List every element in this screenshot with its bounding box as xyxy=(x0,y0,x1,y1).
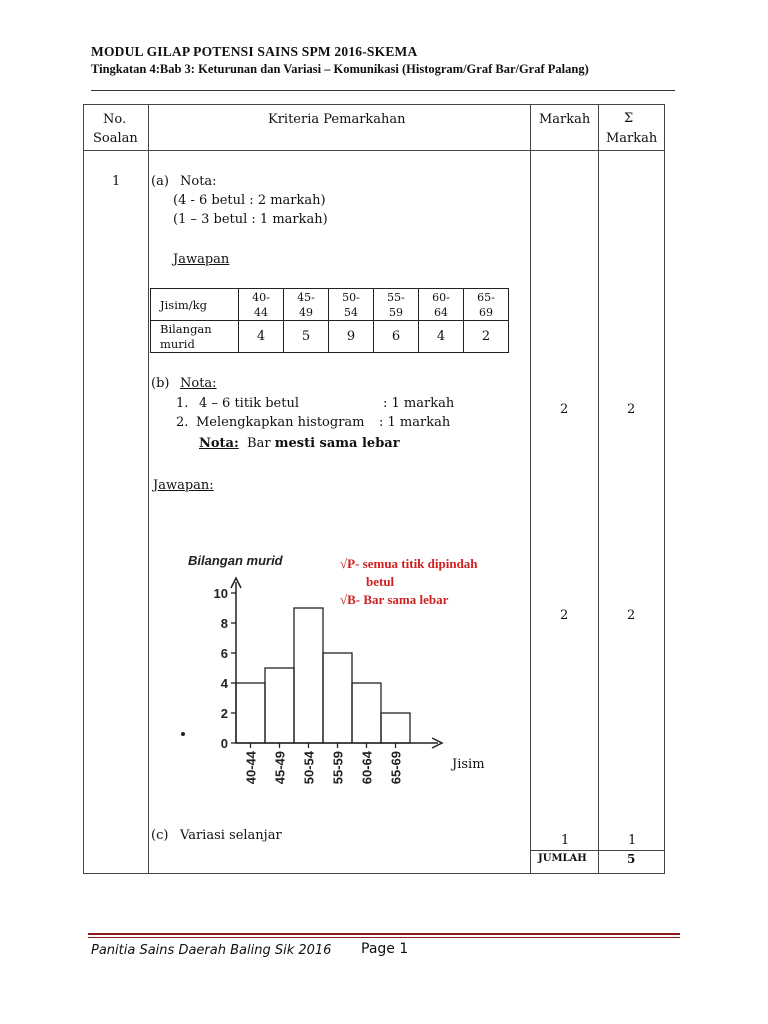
col-header-soalan: Soalan xyxy=(93,131,138,146)
stray-dot xyxy=(181,732,185,736)
total-c: 1 xyxy=(628,833,637,848)
footer-rule-thin xyxy=(88,937,680,938)
jumlah-label: JUMLAH xyxy=(538,853,587,864)
part-b-item1: 4 – 6 titik betul xyxy=(199,396,299,411)
range-cell: 50- 54 xyxy=(329,289,374,321)
histogram-chart xyxy=(176,540,506,815)
x-tick-label: 40-44 xyxy=(243,751,259,785)
total-b: 2 xyxy=(627,608,636,623)
histogram-bar xyxy=(294,608,323,743)
y-tick-label: 0 xyxy=(220,736,228,751)
range-cell: 40- 44 xyxy=(239,289,284,321)
y-tick-label: 2 xyxy=(220,706,228,721)
data-table-row2-label: Bilangan murid xyxy=(151,321,239,353)
page-number: Page 1 xyxy=(361,941,409,957)
part-b-item2-num: 2. xyxy=(176,415,189,430)
markah-a: 2 xyxy=(560,402,569,417)
count-cell: 6 xyxy=(374,321,419,353)
part-b-label: (b) xyxy=(151,376,170,391)
module-subtitle: Tingkatan 4:Bab 3: Keturunan dan Variasi – Komunikasi (Histogram/Graf Bar/Graf Palang) xyxy=(91,62,589,76)
footer-text: Panitia Sains Daerah Baling Sik 2016 xyxy=(91,943,332,958)
x-tick-label: 60-64 xyxy=(359,751,375,785)
module-title: MODUL GILAP POTENSI SAINS SPM 2016-SKEMA xyxy=(91,44,418,59)
count-cell: 4 xyxy=(239,321,284,353)
part-b-nota: Nota: xyxy=(180,376,217,391)
part-a-jawapan: Jawapan xyxy=(173,252,230,267)
part-a-label: (a) xyxy=(151,174,169,189)
part-a-rule-1: (4 - 6 betul : 2 markah) xyxy=(173,193,326,208)
histogram-bar xyxy=(352,683,381,743)
part-b-item2-mark: : 1 markah xyxy=(379,415,451,430)
markah-b: 2 xyxy=(560,608,569,623)
question-number: 1 xyxy=(112,174,121,189)
part-b-jawapan: Jawapan: xyxy=(153,478,214,493)
y-tick-label: 8 xyxy=(220,616,228,631)
x-tick-label: 65-69 xyxy=(388,751,404,785)
total-row-divider xyxy=(530,850,665,851)
footer-rule xyxy=(88,933,680,935)
y-tick-label: 6 xyxy=(220,646,228,661)
count-cell: 2 xyxy=(464,321,509,353)
x-tick-label: 55-59 xyxy=(330,751,346,785)
count-cell: 4 xyxy=(419,321,464,353)
annotation-b-line: √B- Bar sama lebar xyxy=(340,592,449,607)
part-b-item1-num: 1. xyxy=(176,396,189,411)
range-cell: 65- 69 xyxy=(464,289,509,321)
column-divider xyxy=(530,104,531,874)
annotation-p-line2: betul xyxy=(366,574,395,589)
col-header-no: No. xyxy=(103,112,127,127)
column-divider xyxy=(148,104,149,874)
histogram-bar xyxy=(236,683,265,743)
part-c-text: Variasi selanjar xyxy=(180,828,282,843)
col-header-markah: Markah xyxy=(539,112,591,127)
col-header-sigma: Σ xyxy=(624,111,634,126)
chart-y-label: Bilangan murid xyxy=(188,553,283,568)
histogram-bar xyxy=(265,668,294,743)
part-b-item2: Melengkapkan histogram xyxy=(196,415,365,430)
y-tick-label: 4 xyxy=(220,676,228,691)
column-divider xyxy=(598,104,599,874)
histogram-bar xyxy=(323,653,352,743)
col-header-sigma-markah: Markah xyxy=(606,131,658,146)
part-a-rule-2: (1 – 3 betul : 1 markah) xyxy=(173,212,328,227)
y-tick-label: 10 xyxy=(213,586,228,601)
count-cell: 5 xyxy=(284,321,329,353)
range-cell: 45- 49 xyxy=(284,289,329,321)
histogram-bar xyxy=(381,713,410,743)
x-tick-label: 45-49 xyxy=(272,751,288,785)
annotation-p-line1: √P- semua titik dipindah xyxy=(340,556,478,571)
x-tick-label: 50-54 xyxy=(301,751,317,785)
part-a-nota: Nota: xyxy=(180,174,217,189)
data-table-row1-label: Jisim/kg xyxy=(151,289,239,321)
data-table xyxy=(150,288,509,353)
total-a: 2 xyxy=(627,402,636,417)
part-b-item1-mark: : 1 markah xyxy=(383,396,455,411)
markah-c: 1 xyxy=(561,833,570,848)
part-c-label: (c) xyxy=(151,828,169,843)
jumlah-value: 5 xyxy=(627,852,636,866)
part-b-note: Nota: Bar mesti sama lebar xyxy=(199,436,400,451)
range-cell: 55- 59 xyxy=(374,289,419,321)
count-cell: 9 xyxy=(329,321,374,353)
col-header-kriteria: Kriteria Pemarkahan xyxy=(268,112,406,127)
header-divider xyxy=(91,90,675,91)
chart-x-label: Jisim xyxy=(452,757,485,772)
range-cell: 60- 64 xyxy=(419,289,464,321)
header-row-divider xyxy=(83,150,665,151)
